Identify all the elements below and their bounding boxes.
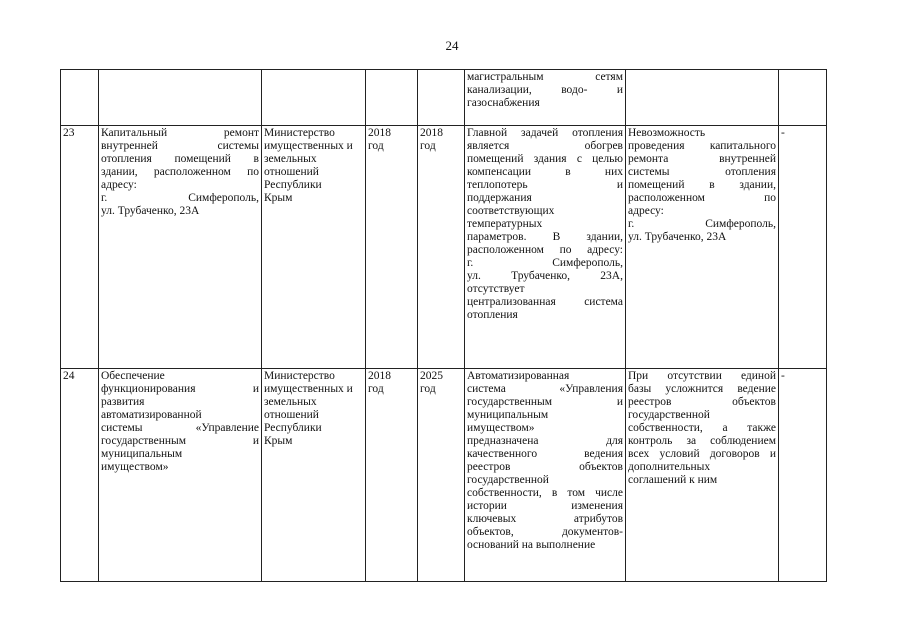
cell-line: отопления помещений в: [101, 153, 259, 165]
cell-note: [779, 70, 827, 126]
cell-line: ключевых атрибутов: [467, 513, 623, 525]
cell-line: 2025: [420, 370, 443, 382]
cell-line: ул. Трубаченко, 23А: [101, 205, 200, 217]
cell-note: -: [779, 369, 827, 582]
cell-line: температурных: [467, 218, 543, 230]
cell-start: [366, 369, 418, 582]
cell-line: проведения капитального: [628, 140, 776, 152]
cell-line: реестров объектов: [628, 396, 776, 408]
cell-note: -: [779, 126, 827, 369]
cell-line: 2018: [420, 127, 443, 139]
cell-line: Министерство: [264, 127, 335, 139]
cell-start: [366, 126, 418, 369]
cell-line: функционирования и: [101, 383, 259, 395]
cell-goal: [465, 369, 626, 582]
cell-line: земельных: [264, 396, 317, 408]
cell-line: объектов, документов-: [467, 526, 623, 538]
cell-line: контроль за соблюдением: [628, 435, 776, 447]
cell-line: год: [368, 140, 384, 152]
cell-line: внутренней системы: [101, 140, 259, 152]
cell-line: имущественных и: [264, 140, 353, 152]
cell-line: муниципальным: [467, 409, 549, 421]
cell-num: 24: [61, 369, 99, 582]
cell-line: Автоматизированная: [467, 370, 570, 382]
cell-line: адресу:: [628, 205, 664, 217]
cell-line: ремонта внутренней: [628, 153, 776, 165]
page-number: 24: [445, 38, 459, 53]
table-row: [61, 70, 827, 126]
cell-line: г. Симферополь,: [101, 192, 259, 204]
cell-num: 23: [61, 126, 99, 369]
cell-line: развития: [101, 396, 145, 408]
cell-line: имуществом»: [101, 461, 169, 473]
cell-line: всех условий договоров и: [628, 448, 776, 460]
cell-consequence: [626, 126, 779, 369]
cell-line: Капитальный ремонт: [101, 127, 259, 139]
cell-line: расположенном по адресу:: [467, 244, 623, 256]
cell-line: Республики: [264, 422, 322, 434]
cell-line: Крым: [264, 192, 293, 204]
cell-name: [99, 126, 262, 369]
cell-line: Крым: [264, 435, 293, 447]
cell-line: предназначена для: [467, 435, 623, 447]
cell-line: ул. Трубаченко, 23А,: [467, 270, 623, 282]
cell-line: канализации, водо- и: [467, 84, 623, 96]
cell-line: Обеспечение: [101, 370, 165, 382]
cell-name: [99, 369, 262, 582]
cell-line: параметров. В здании,: [467, 231, 623, 243]
cell-line: год: [420, 383, 436, 395]
cell-executor: [262, 70, 366, 126]
cell-line: г. Симферополь,: [467, 257, 623, 269]
cell-line: дополнительных: [628, 461, 711, 473]
cell-end: [418, 126, 465, 369]
cell-executor: [262, 126, 366, 369]
cell-line: базы усложнится ведение: [628, 383, 776, 395]
cell-line: имуществом»: [467, 422, 535, 434]
cell-line: системы отопления: [628, 166, 776, 178]
cell-line: 2018: [368, 370, 391, 382]
cell-line: г. Симферополь,: [628, 218, 776, 230]
cell-line: При отсутствии единой: [628, 370, 776, 382]
cell-goal: [465, 126, 626, 369]
cell-line: качественного ведения: [467, 448, 623, 460]
cell-line: муниципальным: [101, 448, 183, 460]
cell-line: поддержания: [467, 192, 532, 204]
cell-line: год: [368, 383, 384, 395]
cell-line: Республики: [264, 179, 322, 191]
table-row: [61, 126, 827, 369]
cell-name: [99, 70, 262, 126]
cell-line: отношений: [264, 409, 319, 421]
cell-line: магистральным сетям: [467, 71, 623, 83]
cell-line: газоснабжения: [467, 97, 540, 109]
cell-line: государственным и: [101, 435, 259, 447]
cell-line: помещений в здании,: [628, 179, 776, 191]
cell-line: 2018: [368, 127, 391, 139]
cell-line: реестров объектов: [467, 461, 623, 473]
cell-line: Главной задачей отопления: [467, 127, 623, 139]
cell-line: здании, расположенном по: [101, 166, 259, 178]
cell-end: [418, 70, 465, 126]
cell-line: ул. Трубаченко, 23А: [628, 231, 727, 243]
cell-line: соглашений к ним: [628, 474, 718, 486]
cell-line: адресу:: [101, 179, 137, 191]
cell-line: теплопотерь и: [467, 179, 623, 191]
cell-line: год: [420, 140, 436, 152]
cell-line: автоматизированной: [101, 409, 202, 421]
cell-consequence: [626, 369, 779, 582]
cell-executor: [262, 369, 366, 582]
cell-line: государственной: [467, 474, 549, 486]
cell-line: государственным и: [467, 396, 623, 408]
cell-num: [61, 70, 99, 126]
cell-line: отопления: [467, 309, 518, 321]
cell-line: расположенном по: [628, 192, 776, 204]
cell-line: централизованная система: [467, 296, 623, 308]
cell-line: собственности, в том числе: [467, 487, 623, 499]
measures-table: [60, 69, 827, 582]
cell-line: помещений здания с целью: [467, 153, 623, 165]
cell-start: [366, 70, 418, 126]
cell-line: отношений: [264, 166, 319, 178]
cell-line: истории изменения: [467, 500, 623, 512]
cell-line: система «Управления: [467, 383, 623, 395]
cell-line: является обогрев: [467, 140, 623, 152]
cell-goal: [465, 70, 626, 126]
cell-line: Невозможность: [628, 127, 706, 139]
cell-line: системы «Управление: [101, 422, 259, 434]
cell-line: Министерство: [264, 370, 335, 382]
table-row: [61, 369, 827, 582]
cell-end: [418, 369, 465, 582]
cell-consequence: [626, 70, 779, 126]
cell-line: отсутствует: [467, 283, 525, 295]
cell-line: имущественных и: [264, 383, 353, 395]
cell-line: земельных: [264, 153, 317, 165]
cell-line: оснований на выполнение: [467, 539, 596, 551]
cell-line: собственности, а также: [628, 422, 776, 434]
cell-line: государственной: [628, 409, 710, 421]
cell-line: соответствующих: [467, 205, 555, 217]
cell-line: компенсации в них: [467, 166, 623, 178]
